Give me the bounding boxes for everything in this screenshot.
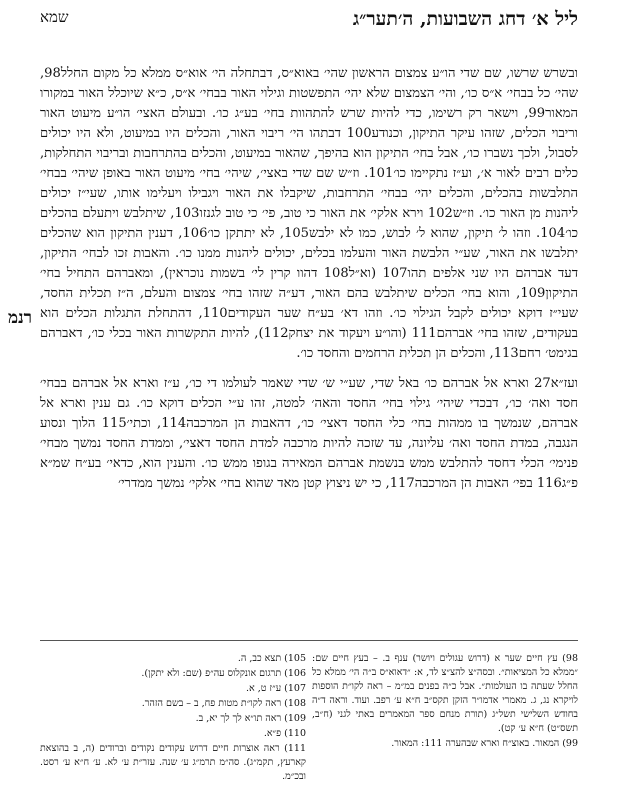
footnote-107: 107) ע״ז ט, א.	[245, 683, 306, 694]
main-text	[40, 64, 578, 494]
page-header	[40, 8, 578, 34]
footnote-106: 106) תרגום אונקלוס עה״פ (שם: ולא יתקן).	[141, 668, 306, 679]
footnotes-right-column	[312, 652, 578, 802]
footnote-109: 109) ראה תו״א לך לך יא, ב.	[195, 713, 306, 724]
footnote-111: 111) ראה אוצרות חיים דרוש עקודים נקודים וברודים (ה, ב בהוצאת קארעץ, תקמ״ג). סה״מ תרמ״ג ע׳ שנה. עזר״ת ע׳ לא. ע׳ ח״א ע׳ רסט. ובכ״מ.	[40, 743, 306, 782]
page-number: שמא	[40, 8, 69, 26]
footnote-divider	[40, 640, 578, 641]
footnote-105: 105) תצא כב, ה.	[237, 653, 306, 664]
footnote-98: 98) עץ חיים שער א (דרוש עגולים ויושר) ענף ב. – בעץ חיים שם: ״ממלא כל המציאות״. ובסה״צ להצ״צ לד, א: ״דאוא״ס ב״ה הי׳ ממלא כל החלל שעתה בו העולמות״. אבל כ״ה בפנים במ״מ – ראה לקו״ת הוספות לויקרא נג, ג. מאמרי אדמו״ר הזקן תקס״ב ח״א ע׳ רפב. ועוד. וראה ד״ה בחודש השלישי תשל״ג (תורת מנחם ספר המאמרים באתי לגני (ח״ב, תשס״ט) ח״א ע׳ קט).	[312, 653, 578, 734]
footnote-99: 99) המאור. באוצ״ח וארא שבהערה 111: המאור.	[391, 738, 578, 749]
body-paragraph-1: ובשרש שרשו, שם שדי הו״ע צמצום הראשון שהי׳ באוא״ס, דבתחלה הי׳ אוא״ס ממלא כל מקום החלל98, שהי׳ כל בבחי׳ א״ס כו׳, והי׳ הצמצום שלא יהי׳ התפשטות וגילוי האור בבחי׳ א״ס, כ״א שיוכלל האור במקורו המאור99, וישאר רק רשימו, כדי להיות שרש להתהוות בחי׳ בע״ג כו׳. ובעולם האצי׳ הו״ע מיעוט האור וריבוי הכלים, שזהו עיקר התיקון, וכנודע100 דבתהו הי׳ ריבוי האור, והכלים היו במיעוט, ולא היו יכולים לסבול, ולכך נשברו כו׳, אבל בחי׳ התיקון הוא בהיפך, שהאור במיעוט, והכלים בהתרחבות ובריבוי התחלקות, כלים רבים לאור א׳, וע״ז נתקיימו כו׳101. וז״ש שם שדי באצי׳, שיהי׳ בחי׳ מיעוט האור באופן שיהי׳ בבחי׳ התלבשות בהכלים, והכלים יהי׳ בבחי׳ התרחבות, שיקבלו את האור ויגבילו ויעלימו אותו, שעי״ז יכולים ליהנות מן האור כו׳. וז״ש102 וירא אלקי׳ את האור כי טוב, פי׳ כי טוב לגנזו103, שיתלבש ויתעלם בהכלים כו׳104. וזהו ל׳ תיקון, שהוא ל׳ לבוש, כמו לא ילבש105, לא יתתקן כו׳106, דענין התיקון הוא שהכלים יתלבשו את האור, שע״י הלבשת האור והעלמו בכלים, יכולים ליהנות ממנו כו׳. והאבות זכו לבחי׳ התיקון, דעד אברהם היו שני אלפים תהו107 (וא״ל108 דהוו קרין לי׳ בשמות נוכראין), ומאברהם התחיל בחי׳ התיקון109, והוא בחי׳ הכלים שיתלבש בהם האור, דע״ה שזהו בחי׳ צמצום והעלם, ה״ז תכלית החסד, שעי״ז דוקא יכולים לקבל הגילוי כו׳. וזהו דא׳ בע״ח שער העקודים110, דהתחלת התגלות הכלים הוא בעקודים, שזהו בחי׳ אברהם111 (והו״ע ויעקוד את יצחק112), להיות התקשרות האור בכלי כו׳, דאברהם בגימט׳ רחם113, והכלים הן תכלית הרחמים והחסד כו׳.	[40, 66, 579, 361]
footnote-108: 108) ראה לקו״ת מטות פח, ב – בשם הזהר.	[141, 698, 306, 709]
footnotes-area	[40, 652, 578, 802]
footnotes-left-column	[40, 652, 306, 802]
margin-page-mark: רנמ	[8, 308, 32, 328]
footnote-110: 110) פ״א.	[263, 728, 306, 739]
page-title: ליל א׳ דחג השבועות, ה׳תער״ג	[352, 8, 578, 30]
body-paragraph-2: ועז״א27 וארא אל אברהם כו׳ באל שדי, שע״י ש׳ שדי שאמר לעולמו די כו׳, ע״ז וארא אל אברהם בבחי׳ חסד ואה׳ כו׳, דבכדי שיהי׳ גילוי בחי׳ החסד והאה׳ למטה, זהו ע״י הכלים דוקא כו׳. גם ענין וארא אל אברהם, שנמשך בו ממהות בחי׳ כלי החסד דאצי׳ כו׳, דהאבות הן המרכבה114, וכתי׳115 הלוך ונסוע הנגבה, במדת החסד ואה׳ עליונה, עד שזכה להיות מרכבה למדת החסד דאצי׳, וממדת החסד נמשך מבחי׳ פנימי׳ הכלי דחסד להתלבש ממש בנשמת אברהם המאירה בגופו ממש כו׳. והענין הוא, כדאי׳ בע״ח שמ״א פ״ג116 בפי׳ האבות הן המרכבה117, כי יש ניצוץ קטן מאד שהוא בחי׳ אלקי׳ נמשך ממדרי׳	[40, 376, 578, 491]
